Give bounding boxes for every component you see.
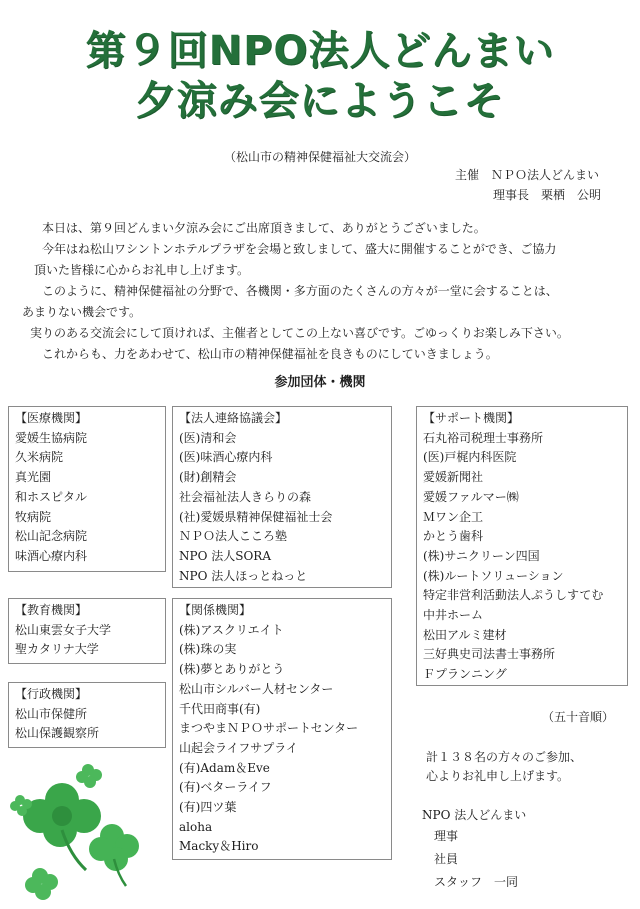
related-box bbox=[172, 598, 392, 860]
list-item: 松山市シルバー人材センター bbox=[179, 681, 334, 696]
box-title: 【サポート機関】 bbox=[423, 411, 520, 425]
list-item: 特定非営利活動法人ぷうしすてむ bbox=[423, 588, 604, 603]
list-item: 真光園 bbox=[15, 470, 52, 485]
list-item: NPO 法人SORA bbox=[179, 548, 271, 563]
list-item: 久米病院 bbox=[15, 450, 64, 465]
list-item: (株)夢とありがとう bbox=[179, 662, 285, 677]
order-note: （五十音順） bbox=[542, 710, 615, 724]
list-item: Ｆプランニング bbox=[423, 667, 507, 682]
list-item: (医)味酒心療内科 bbox=[179, 450, 273, 465]
council-box bbox=[172, 406, 392, 588]
list-item: aloha bbox=[179, 819, 213, 834]
intro-text bbox=[20, 218, 630, 365]
list-item: 中井ホーム bbox=[423, 608, 484, 623]
list-item: まつやまＮＰＯサポートセンター bbox=[179, 721, 359, 736]
list-item: 社会福祉法人きらりの森 bbox=[179, 489, 312, 504]
list-item: 愛媛ファルマー㈱ bbox=[423, 489, 519, 504]
signature-line: 理事 bbox=[434, 829, 459, 843]
list-item: 聖カタリナ大学 bbox=[15, 642, 99, 657]
list-item: 松山保護観察所 bbox=[15, 726, 100, 741]
list-item: 味酒心療内科 bbox=[15, 548, 88, 563]
list-item: 松山記念病院 bbox=[15, 529, 88, 544]
list-item: NPO 法人ほっとねっと bbox=[179, 568, 308, 583]
thanks-line-2: 心よりお礼申し上げます。 bbox=[426, 769, 570, 783]
intro-line: 本日は、第９回どんまい夕涼み会にご出席頂きまして、ありがとうございました。 bbox=[30, 221, 486, 235]
list-item: 松田アルミ建材 bbox=[423, 627, 507, 642]
clover-icon bbox=[0, 760, 170, 905]
education-box bbox=[8, 598, 166, 664]
list-item: ＮＰＯ法人こころ塾 bbox=[179, 529, 288, 544]
section-heading: 参加団体・機関 bbox=[274, 375, 366, 390]
list-item: 松山市保健所 bbox=[15, 706, 88, 721]
list-item: 愛媛生協病院 bbox=[15, 430, 88, 445]
intro-line: あまりない機会です。 bbox=[22, 305, 142, 319]
intro-line: 今年はね松山ワシントンホテルプラザを会場と致しまして、盛大に開催することができ、ご協力 bbox=[30, 242, 557, 256]
box-title: 【法人連絡協議会】 bbox=[179, 411, 288, 425]
list-item: (医)戸梶内科医院 bbox=[423, 450, 517, 465]
list-item: 山起会ライフサプライ bbox=[179, 740, 298, 755]
list-item: (社)愛媛県精神保健福祉士会 bbox=[179, 509, 333, 524]
list-item: (有)ベターライフ bbox=[179, 780, 272, 795]
list-item: (株)サニクリーン四国 bbox=[423, 548, 540, 563]
list-item: 和ホスピタル bbox=[15, 489, 88, 504]
list-item: (医)清和会 bbox=[179, 430, 237, 445]
list-item: 千代田商事(有) bbox=[179, 701, 261, 716]
list-item: (株)アスクリエイト bbox=[179, 622, 284, 637]
support-box bbox=[416, 406, 628, 686]
chairman: 理事長 栗栖 公明 bbox=[493, 188, 602, 202]
list-item: 三好典史司法書士事務所 bbox=[423, 647, 556, 662]
list-item: Ｍワン企工 bbox=[423, 509, 484, 524]
box-title: 【行政機関】 bbox=[15, 687, 88, 701]
signature-line: 社員 bbox=[434, 852, 459, 866]
title-line-2: 夕涼み会にようこそ bbox=[135, 78, 505, 124]
list-item: (有)四ツ葉 bbox=[179, 800, 237, 815]
title-line-1: 第９回NPO法人どんまい bbox=[85, 28, 555, 74]
thanks-line-1: 計１３８名の方々のご参加、 bbox=[426, 750, 583, 764]
medical-box bbox=[8, 406, 166, 572]
intro-line: 頂いた皆様に心からお礼申し上げます。 bbox=[34, 263, 250, 277]
admin-box bbox=[8, 682, 166, 748]
box-title: 【関係機関】 bbox=[179, 603, 252, 617]
signature-line: スタッフ 一同 bbox=[434, 875, 519, 889]
list-item: 石丸裕司税理士事務所 bbox=[423, 430, 544, 445]
box-title: 【医療機関】 bbox=[15, 411, 88, 425]
subtitle: （松山市の精神保健福祉大交流会） bbox=[223, 150, 416, 164]
organizer: 主催 ＮＰＯ法人どんまい bbox=[455, 168, 600, 182]
box-title: 【教育機関】 bbox=[15, 603, 88, 617]
intro-line: このように、精神保健福祉の分野で、各機関・多方面のたくさんの方々が一堂に会することは、 bbox=[30, 284, 558, 298]
list-item: 松山東雲女子大学 bbox=[15, 622, 112, 637]
list-item: (有)Adam＆Eve bbox=[179, 760, 270, 775]
intro-line: 実りのある交流会にして頂ければ、主催者としてこの上ない喜びです。ごゆっくりお楽しみ下さい。 bbox=[30, 326, 569, 340]
list-item: かとう歯科 bbox=[423, 529, 484, 544]
list-item: (株)ルートソリューション bbox=[423, 568, 564, 583]
list-item: Macky＆Hiro bbox=[179, 839, 259, 854]
intro-line: これからも、力をあわせて、松山市の精神保健福祉を良きものにしていきましょう。 bbox=[30, 347, 498, 361]
list-item: 牧病院 bbox=[15, 509, 52, 524]
list-item: (株)珠の実 bbox=[179, 642, 237, 657]
signature-org: NPO 法人どんまい bbox=[422, 808, 527, 822]
list-item: 愛媛新聞社 bbox=[423, 470, 484, 485]
list-item: (財)創精会 bbox=[179, 470, 237, 485]
